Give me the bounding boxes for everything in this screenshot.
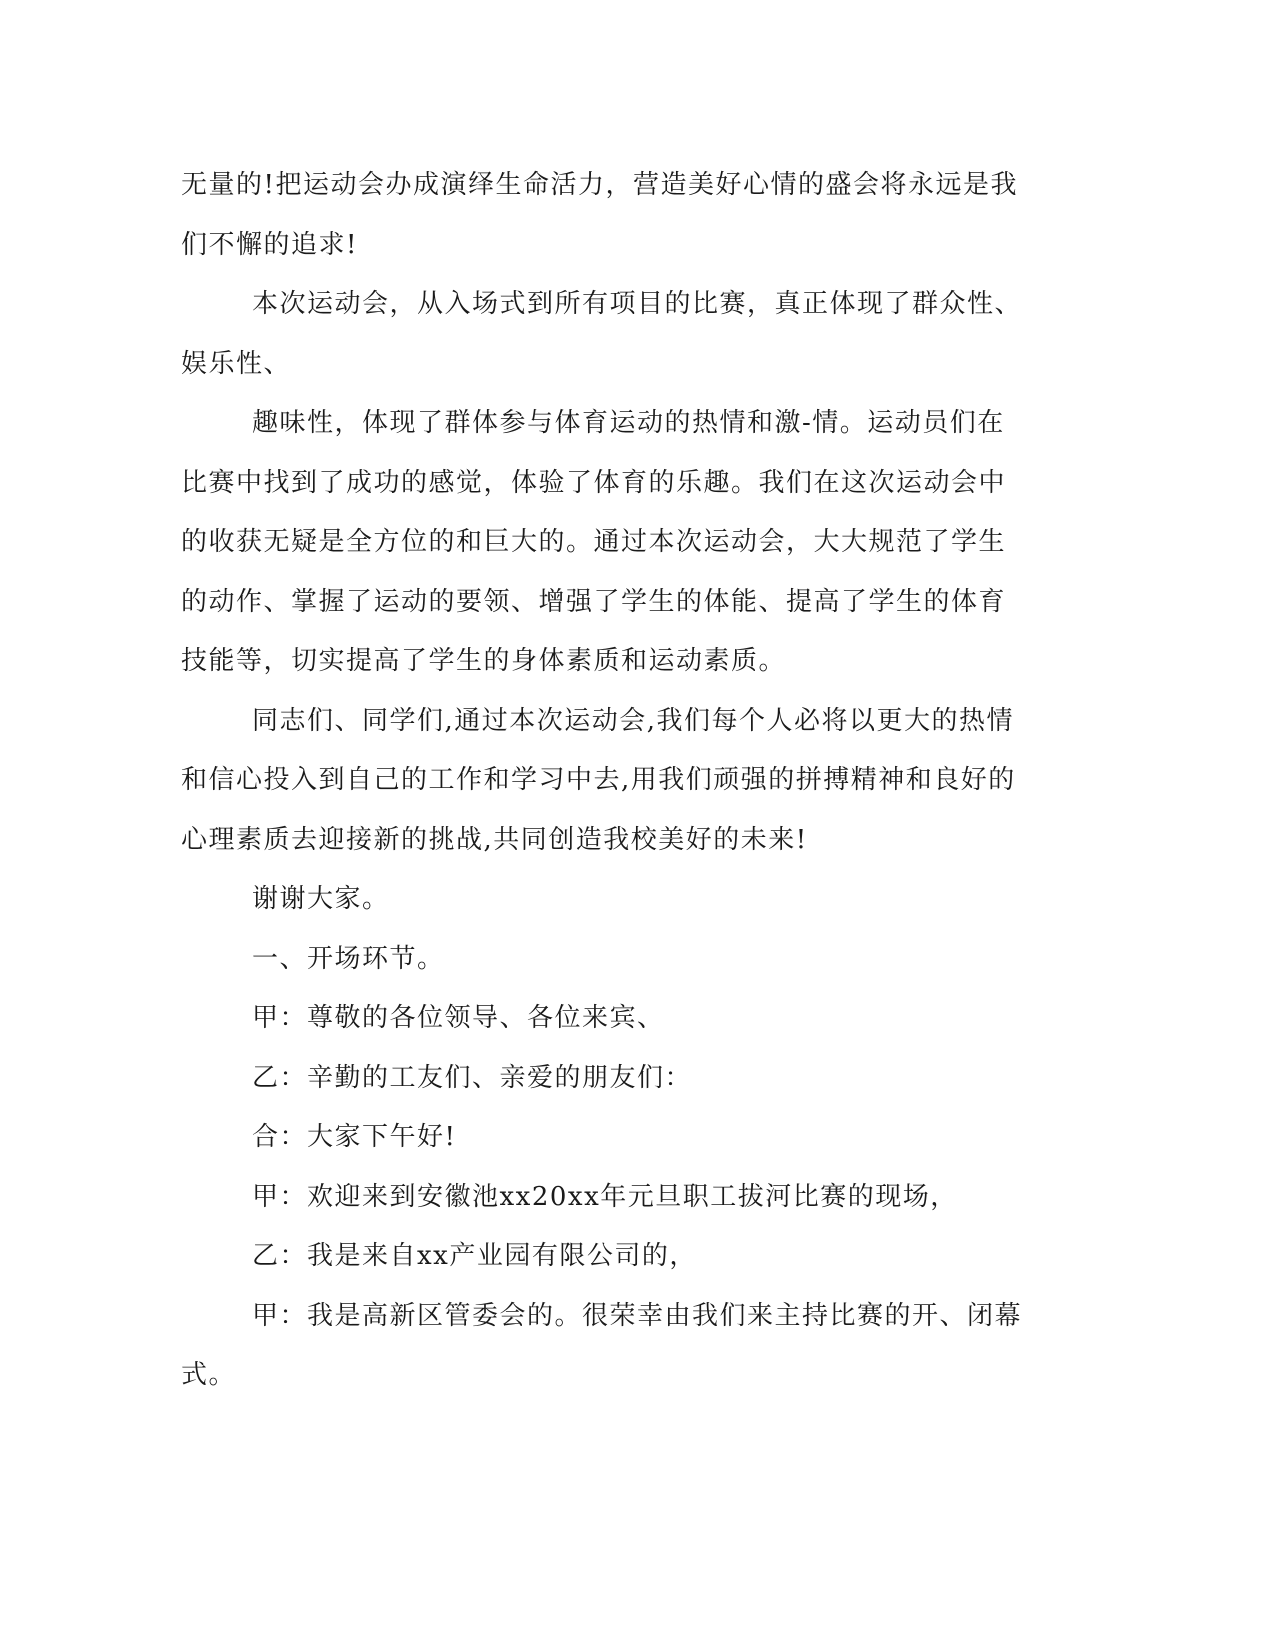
text-line: 们不懈的追求! <box>181 229 358 260</box>
paragraph <box>181 156 1051 275</box>
text-line: 甲：我是高新区管委会的。很荣幸由我们来主持比赛的开、闭幕 <box>252 1300 1023 1331</box>
text-line: 乙：辛勤的工友们、亲爱的朋友们： <box>252 1062 693 1093</box>
paragraph <box>181 989 1051 1049</box>
text-line: 乙：我是来自xx产业园有限公司的， <box>252 1241 697 1271</box>
paragraph <box>181 1049 1051 1109</box>
text-line: 和信心投入到自己的工作和学习中去,用我们顽强的拼搏精神和良好的 <box>181 765 1016 795</box>
text-line: 的收获无疑是全方位的和巨大的。通过本次运动会，大大规范了学生 <box>181 527 1007 557</box>
text-line: 甲：欢迎来到安徽池xx20xx年元旦职工拔河比赛的现场， <box>252 1181 958 1212</box>
text-line: 谢谢大家。 <box>252 884 390 914</box>
text-line: 趣味性，体现了群体参与体育运动的热情和激-情。运动员们在 <box>252 408 1005 438</box>
paragraph <box>181 1108 1051 1168</box>
text-line: 甲：尊敬的各位领导、各位来宾、 <box>252 1003 665 1033</box>
text-line: 技能等，切实提高了学生的身体素质和运动素质。 <box>181 646 787 676</box>
text-line: 式。 <box>181 1360 237 1390</box>
paragraph <box>181 930 1051 990</box>
paragraph <box>181 1287 1051 1406</box>
text-line: 娱乐性、 <box>181 348 292 379</box>
text-line: 比赛中找到了成功的感觉，体验了体育的乐趣。我们在这次运动会中 <box>181 467 1007 498</box>
text-line: 一、开场环节。 <box>252 943 445 974</box>
text-line: 心理素质去迎接新的挑战,共同创造我校美好的未来! <box>181 824 808 855</box>
paragraph <box>181 394 1051 692</box>
document-body <box>181 156 1051 1406</box>
text-line: 同志们、同学们,通过本次运动会,我们每个人必将以更大的热情 <box>252 705 1015 736</box>
paragraph <box>181 1227 1051 1287</box>
paragraph <box>181 870 1051 930</box>
text-line: 合：大家下午好! <box>252 1122 457 1152</box>
paragraph <box>181 692 1051 871</box>
text-line: 的动作、掌握了运动的要领、增强了学生的体能、提高了学生的体育 <box>181 586 1007 617</box>
text-line: 无量的!把运动会办成演绎生命活力，营造美好心情的盛会将永远是我 <box>181 170 1018 200</box>
text-line: 本次运动会，从入场式到所有项目的比赛，真正体现了群众性、 <box>252 289 1023 319</box>
paragraph <box>181 1168 1051 1228</box>
paragraph <box>181 275 1051 394</box>
